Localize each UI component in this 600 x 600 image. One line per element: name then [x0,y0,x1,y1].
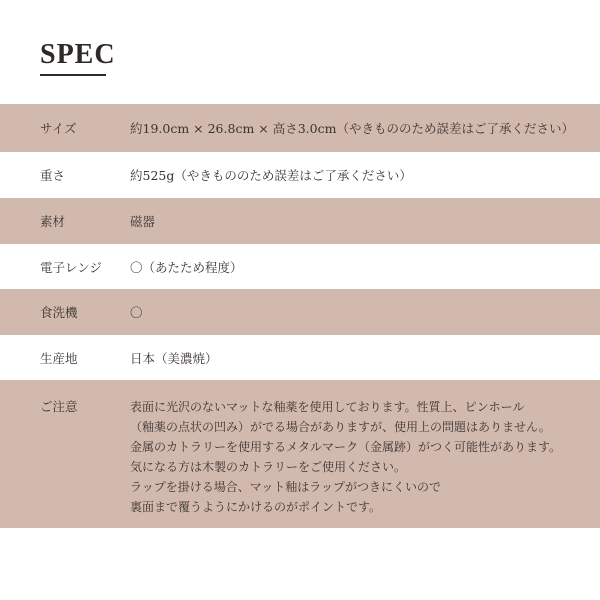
spec-value: 日本（美濃焼） [130,350,218,366]
spec-table [0,104,600,528]
spec-row-dishwasher [0,289,600,335]
spec-row-material [0,198,600,244]
note-line: ラップを掛ける場合、マット釉はラップがつきにくいので [130,480,442,494]
note-line: 金属のカトラリーを使用するメタルマーク（金属跡）がつく可能性があります。 [130,440,562,454]
spec-row-size [0,104,600,152]
spec-label: 電子レンジ [40,259,102,275]
spec-label: 食洗機 [40,305,78,320]
spec-row-origin [0,335,600,380]
note-line: 表面に光沢のないマットな釉薬を使用しております。性質上、ピンホール [130,400,525,414]
notes-text [130,397,600,517]
spec-value: 磁器 [130,214,156,229]
spec-row-weight [0,152,600,198]
spec-label: サイズ [40,121,77,136]
note-line: （釉薬の点状の凹み）がでる場合がありますが、使用上の問題はありません。 [130,420,551,434]
spec-label: 重さ [40,168,66,183]
spec-row-notes [0,380,600,528]
spec-value: 約19.0cm × 26.8cm × 高さ3.0cm（やきもののため誤差はご了承ください） [130,121,574,136]
spec-label: ご注意 [40,399,78,414]
note-line: 気になる方は木製のカトラリーをご使用ください。 [130,460,407,474]
note-line: 裏面まで覆うようにかけるのがポイントです。 [130,500,382,514]
spec-title: SPEC [40,39,116,70]
title-underline [40,74,106,76]
spec-value: 〇（あたため程度） [130,259,243,275]
spec-value: 約525g（やきもののため誤差はご了承ください） [130,168,412,183]
spec-label: 素材 [40,214,66,229]
notes-list [130,397,590,517]
spec-row-microwave [0,244,600,289]
spec-value: 〇 [130,305,143,320]
spec-label: 生産地 [40,350,78,366]
